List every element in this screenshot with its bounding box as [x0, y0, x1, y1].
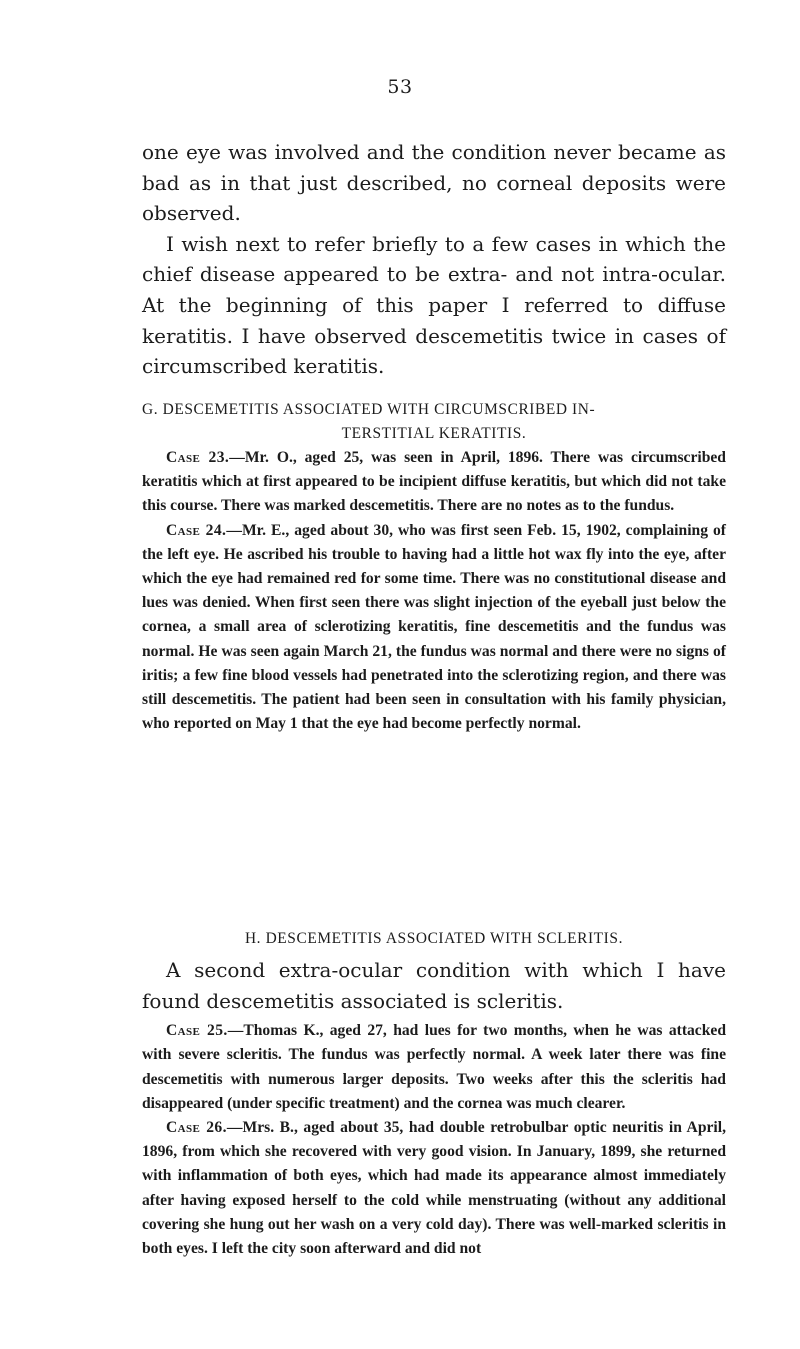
section-g-heading: [142, 398, 726, 446]
case-25-label: Case 25.: [166, 1022, 228, 1040]
section-g: [142, 398, 726, 736]
section-h-cases: [142, 1019, 726, 1261]
section-h-heading: H. DESCEMETITIS ASSOCIATED WITH SCLERITIS.: [244, 930, 624, 947]
case-23-text: —Mr. O., aged 25, was seen in April, 1896. There was circumscribed keratitis which at first appeared to be incipient diffuse keratitis, but which did not take this course. There was marked descemetitis. There are no notes as to the fundus.: [142, 449, 726, 515]
case-25-paragraph: [142, 1019, 726, 1116]
intro-text: [142, 137, 726, 382]
case-24-label: Case 24.: [166, 521, 227, 539]
section-h-intro-block: [142, 955, 726, 1016]
section-g-cases: [142, 446, 726, 736]
intro-paragraph-continued: one eye was involved and the condition never became as bad as in that just described, no corneal deposits were observed.: [142, 140, 726, 226]
case-24-paragraph: [142, 519, 726, 737]
section-h-intro: A second extra-ocular condition with which I have found descemetitis associated is scleritis.: [142, 958, 726, 1013]
case-24-text: —Mr. E., aged about 30, who was first seen Feb. 15, 1902, complaining of the left eye. He ascribed his trouble to having had a little hot wax fly into the eye, after which the eye had remained red for some time. There was no constitutional disease and lues was denied. When first seen there was slight injection of the eyeball just below the cornea, a small area of sclerotizing keratitis, fine descemetitis and the fundus was normal. He was seen again March 21, the fundus was normal and there were no signs of iritis; a few fine blood vessels had penetrated into the sclerotizing region, and there was still descemetitis. The patient had been seen in consultation with his family physician, who reported on May 1 that the eye had become perfectly normal.: [142, 521, 726, 733]
page-number: 53: [387, 76, 413, 98]
case-26-paragraph: [142, 1116, 726, 1261]
section-g-heading-line2: TERSTITIAL KERATITIS.: [341, 425, 527, 442]
case-23-label: Case 23.: [166, 449, 230, 466]
case-26-text: —Mrs. B., aged about 35, had double retrobulbar optic neuritis in April, 1896, from which she recovered with very good vision. In January, 1899, she returned with inflammation of both eyes, which had made its appearance almost immediately after having exposed herself to the cold while menstruating (without any additional covering she hung out her wash on a very cold day). There was well-marked scleritis in both eyes. I left the city soon afterward and did not: [142, 1119, 726, 1258]
case-23-paragraph: [142, 446, 726, 519]
case-26-label: Case 26.: [166, 1119, 227, 1136]
case-25-text: —Thomas K., aged 27, had lues for two months, when he was attacked with severe scleritis. The fundus was perfectly normal. A week later there was fine descemetitis with numerous larger deposits. Two weeks after this the scleritis had disappeared (under specific treatment) and the cornea was much clearer.: [142, 1022, 726, 1112]
section-g-heading-line1: G. DESCEMETITIS ASSOCIATED WITH CIRCUMSCRIBED IN-: [142, 401, 596, 418]
section-h: [142, 927, 726, 1261]
intro-paragraph-extra-ocular: I wish next to refer briefly to a few cases in which the chief disease appeared to be extra- and not intra-ocular. At the beginning of this paper I referred to diffuse keratitis. I have observed descemetitis twice in cases of circumscribed keratitis.: [142, 231, 726, 379]
